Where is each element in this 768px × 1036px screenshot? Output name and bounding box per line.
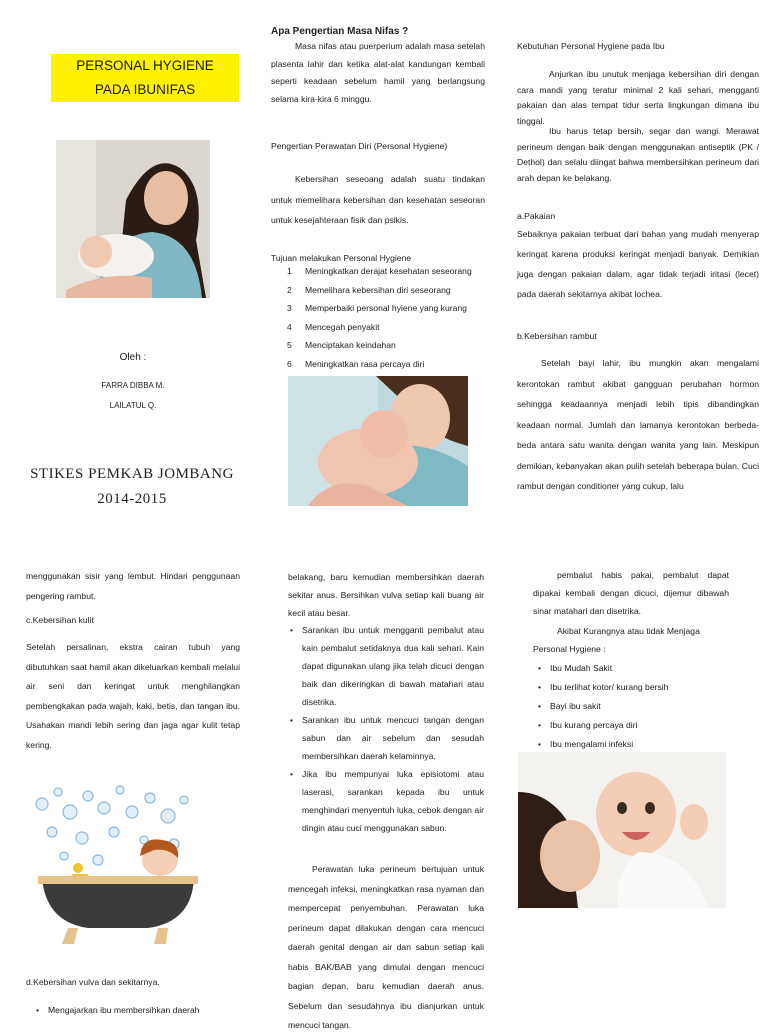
perineum-paragraph: Perawatan luka perineum bertujuan untuk mencegah infeksi, meningkatkan rasa nyaman dan mempercepat penyembuhan. Perawatan luka perineum dapat dilakukan dengan cara mencuci daerah genital dengan air dan sabun setiap kali habis BAK/BAB yang dimulai dengan mencuci bagian depan, baru kemudian daerah anus. Sebelum dan sesudahnya ibu dianjurkan untuk mencuci tangan. — [288, 864, 484, 1030]
goal-item: 2 Memelihara kebersihan diri seseorang — [287, 284, 451, 295]
mother-baby-kiss-photo — [518, 752, 726, 908]
author-2: LAILATUL Q. — [109, 401, 157, 410]
definition-heading: Pengertian Perawatan Diri (Personal Hygiene) — [271, 141, 448, 151]
needs-paragraph-1: Anjurkan ibu unutuk menjaga kebersihan diri dengan cara mandi yang teratur minimal 2 kali sehari, mengganti pakaian dan alas tempat tidur serta lingkungan dimana ibu tinggal. — [517, 69, 759, 126]
author-1: FARRA DIBBA M. — [101, 381, 165, 390]
goals-list — [271, 262, 485, 373]
bathtub-illustration — [28, 782, 204, 952]
nifas-heading: Apa Pengertian Masa Nifas ? — [271, 26, 409, 37]
consequence-item: • Bayi ibu sakit — [536, 697, 726, 716]
skin-paragraph: Setelah persalinan, ekstra cairan tubuh yang dibutuhkan saat hamil akan dikeluarkan kembali melalui air seni dan keringat untuk menghilangkan pembengkakan pada wajah, kaki, betis, dan tangan ibu. Usahakan mandi lebih sering dan jaga agar kulit tetap kering. — [26, 642, 240, 750]
title-line-2: PADA IBUNIFAS — [94, 82, 196, 97]
authors — [56, 376, 210, 416]
goal-item: 6 Meningkatkan rasa percaya diri — [287, 358, 425, 369]
consequence-item: • Ibu Mudah Sakit — [536, 659, 726, 678]
vulva-paragraph-cont: belakang, baru kemudian membersihkan daerah sekitar anus. Bersihkan vulva setiap kali buang air kecil atau besar. — [288, 572, 484, 618]
title-box — [51, 54, 239, 102]
consequence-item: • Ibu terlihat kotor/ kurang bersih — [536, 678, 726, 697]
care-bullets — [288, 621, 484, 837]
consequence-list — [536, 659, 726, 754]
needs-heading: Kebutuhan Personal Hygiene pada Ibu — [517, 41, 665, 51]
school-year: 2014-2015 — [97, 491, 167, 507]
consequence-item: • Ibu mengalami infeksi — [536, 735, 726, 754]
mother-newborn-photo — [288, 376, 468, 506]
nifas-paragraph: Masa nifas atau puerperium adalah masa setelah plasenta lahir dan ketika alat-alat kandungan kembali seperti keadaan sebelum hamil yang berlangsung selama kira-kira 6 minggu. — [271, 41, 485, 104]
goal-item: 3 Memperbaiki personal hyiene yang kurang — [287, 303, 467, 313]
pad-paragraph-cont: pembalut habis pakai, pembalut dapat dipakai kembali dengan dicuci, dijemur dibawah sinar matahari dan disetrika. — [533, 570, 729, 616]
vulva-bullet: • Mengajarkan ibu membersihkan daerah — [34, 1002, 240, 1020]
breastfeeding-photo — [56, 140, 210, 298]
goal-item: 4 Mencegah penyakit — [287, 321, 380, 332]
consequence-heading: Akibat Kurangnya atau tidak Menjaga Personal Hygiene : — [533, 626, 700, 654]
vulva-heading: d.Kebersihan vulva dan sekitarnya. — [26, 977, 160, 987]
hair-paragraph-cont: menggunakan sisir yang lembut. Hindari penggunaan pengering rambut. — [26, 571, 240, 601]
clothing-paragraph: Sebaiknya pakaian terbuat dari bahan yang mudah menyerap keringat karena produksi keringat menjadi banyak. Demikian juga dengan pakaian dalam, agar tidak terjadi iritasi (lecet) pada daerah sekitarnya akibat lochea. — [517, 229, 759, 299]
vulva-bullets — [34, 1002, 240, 1020]
hair-heading: b.Kebersihan rambut — [517, 331, 597, 341]
needs-paragraph-2: Ibu harus tetap bersih, segar dan wangi. Merawat perineum dengan baik dengan menggunakan antiseptik (PK / Dethol) dan selalu diingat bahwa membersihkan perineum dari arah depan ke belakang. — [517, 126, 759, 183]
care-bullet: • Jika ibu mempunyai luka episiotomi atau laserasi, sarankan kepada ibu untuk menghindari menyentuh luka, cebok dengan air dingin atau cuci menggunakan sabun. — [288, 765, 484, 837]
hair-paragraph: Setelah bayi lahir, ibu mungkin akan mengalami kerontokan rambut akibat gangguan perubahan hormon sehingga keadaannya menjadi lebih tipis dibandingkan keadaan normal. Jumlah dan lamanya kerontokan berbeda-beda antara satu wanita dengan wanita yang lain. Meskipun demikian, kebanyakan akan pulih setelah beberapa bulan. Cuci rambut dengan conditioner yang cukup, lalu — [517, 358, 759, 491]
consequence-item: • Ibu kurang percaya diri — [536, 716, 726, 735]
goals-heading: Tujuan melakukan Personal Hygiene — [271, 253, 412, 263]
definition-paragraph: Kebersihan seseoang adalah suatu tindakan untuk memelihara kebersihan dan kesehatan seseoran untuk kesejahteraan fisik dan psikis. — [271, 174, 485, 225]
clothing-heading: a.Pakaian — [517, 211, 556, 221]
title-line-1: PERSONAL HYGIENE — [76, 58, 214, 73]
school-name: STIKES PEMKAB JOMBANG — [30, 466, 234, 482]
goal-item: 1 Meningkatkan derajat kesehatan seseorang — [287, 266, 472, 276]
skin-heading: c.Kebersihan kulit — [26, 615, 94, 625]
by-label: Oleh : — [119, 352, 147, 363]
care-bullet: • Sarankan ibu untuk mencuci tangan dengan sabun dan air sebelum dan sesudah membersihkan daerah kelaminnya. — [288, 711, 484, 765]
school-block — [12, 462, 252, 512]
goal-item: 5 Menciptakan keindahan — [287, 340, 396, 350]
care-bullet: • Sarankan ibu untuk mengganti pembalut atau kain pembalut setidaknya dua kali sehari. Kain dapat digunakan ulang jika telah dicuci dengan baik dan dikeringkan di bawah matahari atau disetrika. — [288, 621, 484, 711]
